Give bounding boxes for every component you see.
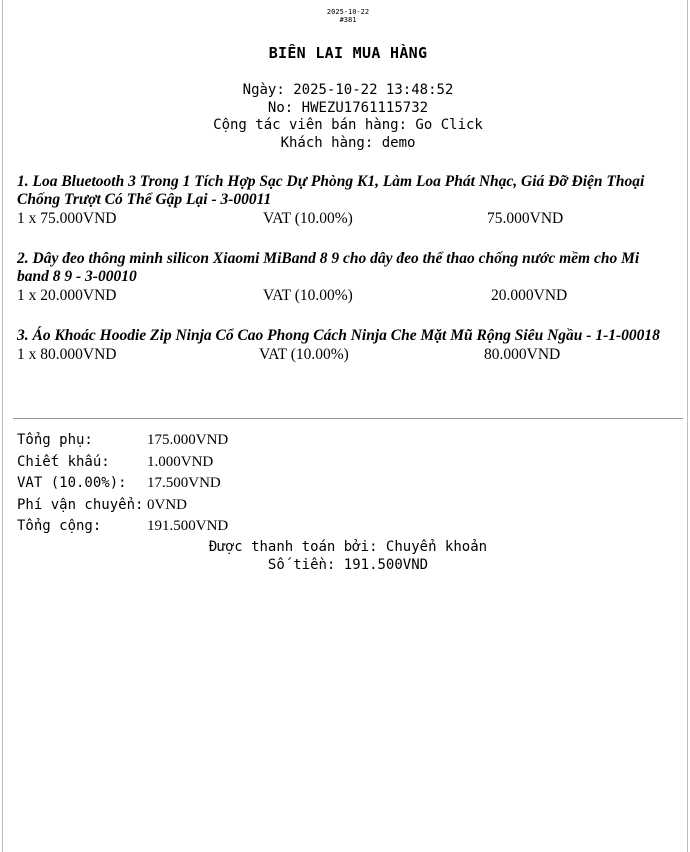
subtotal-row xyxy=(17,430,417,452)
item-row xyxy=(17,286,657,305)
subtotal-value: 175.000VND xyxy=(147,432,229,448)
vat-row xyxy=(17,473,417,495)
print-header xyxy=(3,8,690,24)
item-total: 20.000VND xyxy=(491,287,568,304)
payment-amount: Số tiền: 191.500VND xyxy=(267,557,429,573)
customer-name: Khách hàng: demo xyxy=(280,134,416,151)
item-name: 2. Dây đeo thông minh silicon Xiaomi MiBand 8 9 cho dây đeo thể thao chống nước mềm cho Mi band 8 9 - 3-00010 xyxy=(17,250,640,285)
item-name: 1. Loa Bluetooth 3 Trong 1 Tích Hợp Sạc Dự Phòng K1, Làm Loa Phát Nhạc, Giá Đỡ Điện Thoại Chống Trượt Có Thể Gập Lại - 3-00011 xyxy=(17,173,645,208)
item-total: 80.000VND xyxy=(484,346,561,363)
vat-value: 17.500VND xyxy=(147,475,221,491)
item-vat: VAT (10.00%) xyxy=(263,287,353,304)
receipt-title: BIÊN LAI MUA HÀNG xyxy=(268,44,428,62)
grand-total-row xyxy=(17,516,417,538)
item-vat: VAT (10.00%) xyxy=(259,346,349,363)
divider xyxy=(13,418,683,419)
shipping-row xyxy=(17,495,417,517)
item-vat: VAT (10.00%) xyxy=(263,210,353,227)
list-item xyxy=(17,173,657,228)
payment-info xyxy=(3,538,690,574)
discount-row xyxy=(17,452,417,474)
shipping-label: Phí vận chuyển: xyxy=(17,496,144,513)
receipt-date: Ngày: 2025-10-22 13:48:52 xyxy=(242,82,454,98)
print-number: #381 xyxy=(339,16,357,24)
grand-total-value: 191.500VND xyxy=(147,518,229,534)
item-qty-price: 1 x 80.000VND xyxy=(17,346,117,363)
item-qty-price: 1 x 20.000VND xyxy=(17,287,117,304)
seller-name: Cộng tác viên bán hàng: Go Click xyxy=(213,117,483,133)
list-item xyxy=(17,250,657,305)
receipt-page xyxy=(2,0,688,852)
payment-method: Được thanh toán bởi: Chuyển khoản xyxy=(208,539,488,555)
item-total: 75.000VND xyxy=(487,210,564,227)
item-row xyxy=(17,345,657,364)
receipt-meta xyxy=(3,82,690,152)
item-name: 3. Áo Khoác Hoodie Zip Ninja Cổ Cao Phong Cách Ninja Che Mặt Mũ Rộng Siêu Ngầu - 1-1-00018 xyxy=(17,327,660,344)
item-row xyxy=(17,209,657,228)
item-qty-price: 1 x 75.000VND xyxy=(17,210,117,227)
discount-value: 1.000VND xyxy=(147,453,214,470)
list-item xyxy=(17,327,660,364)
grand-total-label: Tổng cộng: xyxy=(17,518,102,534)
subtotal-label: Tổng phụ: xyxy=(17,432,93,448)
totals-section xyxy=(17,430,417,538)
discount-label: Chiết khấu: xyxy=(17,453,110,470)
item-list xyxy=(17,173,660,386)
shipping-value: 0VND xyxy=(147,496,187,513)
receipt-number: No: HWEZU1761115732 xyxy=(267,99,429,116)
vat-label: VAT (10.00%): xyxy=(17,475,127,491)
print-date: 2025-10-22 xyxy=(326,8,370,16)
